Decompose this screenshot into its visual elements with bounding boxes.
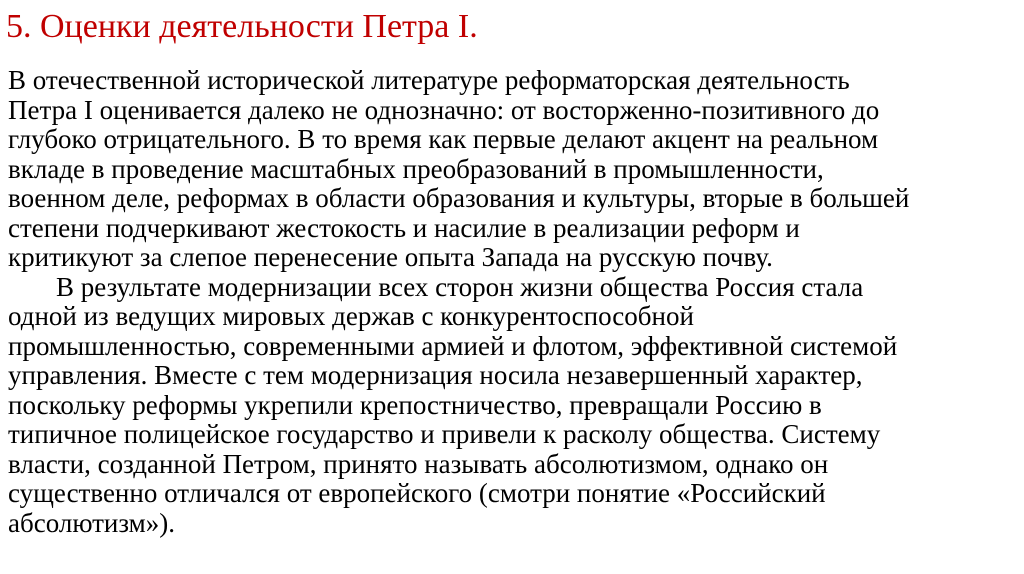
slide-body bbox=[8, 66, 1016, 538]
paragraph-2 bbox=[8, 273, 1016, 539]
text-line: промышленностью, современными армией и флотом, эффективной системой bbox=[8, 330, 898, 361]
slide-title: 5. Оценки деятельности Петра I. bbox=[6, 8, 478, 45]
text-line: поскольку реформы укрепили крепостничество, превращали Россию в bbox=[8, 389, 822, 420]
text-line: В отечественной исторической литературе реформаторская деятельность bbox=[8, 65, 850, 95]
text-line: управления. Вместе с тем модернизация носила незавершенный характер, bbox=[8, 360, 863, 390]
text-line: степени подчеркивают жестокость и насилие в реализации реформ и bbox=[8, 212, 800, 243]
text-line: военном деле, реформах в области образования и культуры, вторые в большей bbox=[8, 183, 910, 213]
paragraph-1 bbox=[8, 66, 1016, 273]
text-line: типичное полицейское государство и привели к расколу общества. Систему bbox=[8, 419, 881, 449]
text-line: вкладе в проведение масштабных преобразований в промышленности, bbox=[8, 153, 824, 184]
text-line: глубоко отрицательного. В то время как первые делают акцент на реальном bbox=[8, 124, 879, 154]
text-line: критикуют за слепое перенесение опыта Запада на русскую почву. bbox=[8, 242, 773, 272]
text-line: В результате модернизации всех сторон жизни общества Россия стала bbox=[56, 271, 864, 302]
text-line: власти, созданной Петром, принято называть абсолютизмом, однако он bbox=[8, 448, 829, 479]
text-line: существенно отличался от европейского (смотри понятие «Российский bbox=[8, 478, 826, 508]
text-line: абсолютизм»). bbox=[8, 507, 175, 538]
text-line: Петра I оценивается далеко не однозначно: от восторженно-позитивного до bbox=[8, 94, 880, 125]
text-line: одной из ведущих мировых держав с конкурентоспособной bbox=[8, 301, 694, 331]
